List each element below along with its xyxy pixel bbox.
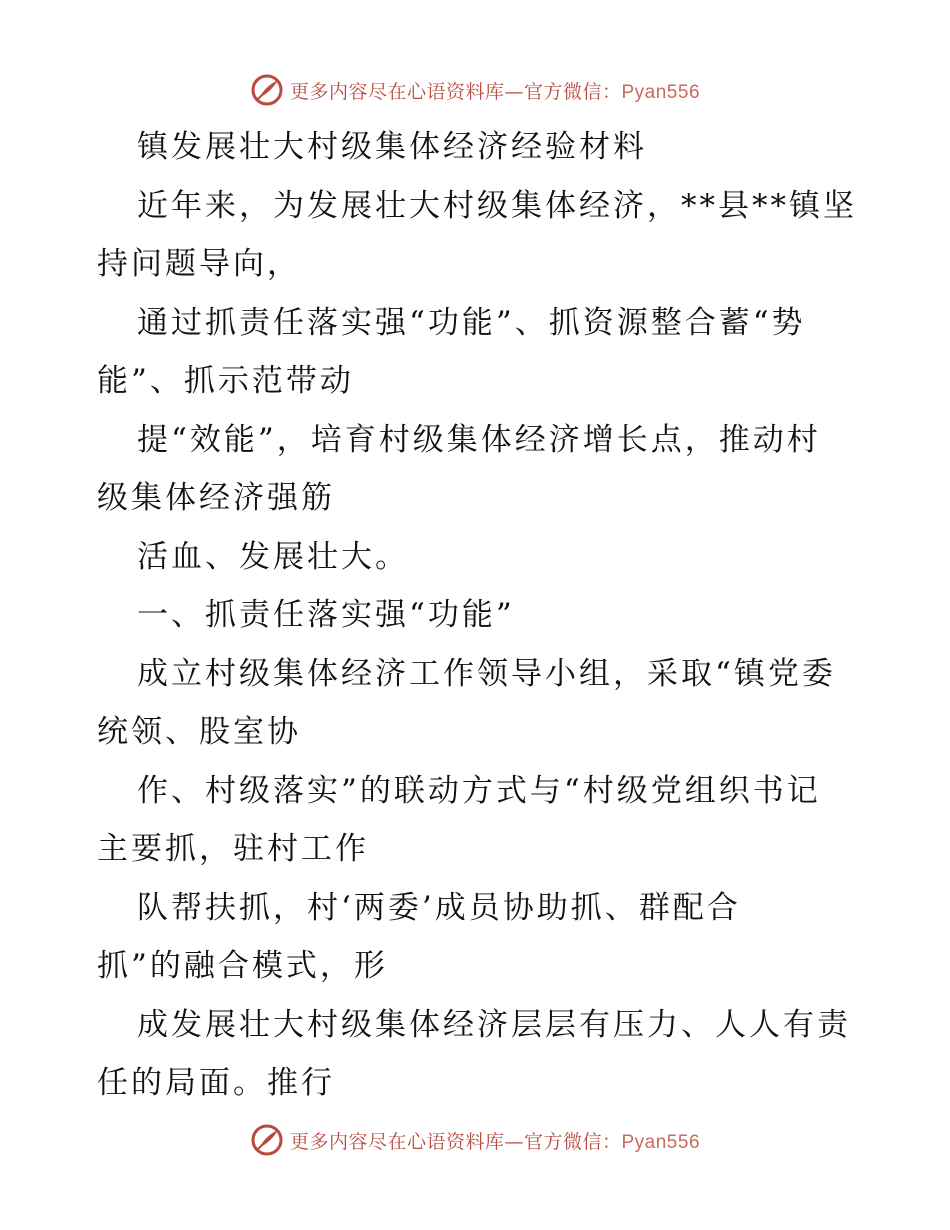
paragraph-line: 主要抓，驻村工作 xyxy=(97,831,369,867)
paragraph-line: 队帮扶抓，村‘两委’成员协助抓、群配合 xyxy=(137,889,741,926)
paragraph-line: 成发展壮大村级集体经济层层有压力、人人有责 xyxy=(137,1006,851,1043)
paragraph-line: 通过抓责任落实强“功能”、抓资源整合蓄“势 xyxy=(137,304,806,341)
paragraph-line: 统领、股室协 xyxy=(97,714,301,750)
paragraph-line: 任的局面。推行 xyxy=(97,1065,335,1101)
paragraph-line: 级集体经济强筋 xyxy=(97,480,335,516)
paragraph-line: 抓”的融合模式，形 xyxy=(97,948,388,984)
quill-logo-icon xyxy=(250,1123,284,1157)
paragraph-line: 一、抓责任落实强“功能” xyxy=(137,597,515,633)
quill-logo-icon xyxy=(250,73,284,107)
paragraph-line: 近年来，为发展壮大村级集体经济，**县**镇坚 xyxy=(137,187,857,224)
document-title: 镇发展壮大村级集体经济经验材料 xyxy=(137,129,647,165)
paragraph-line: 活血、发展壮大。 xyxy=(137,538,409,575)
paragraph-line: 作、村级落实”的联动方式与“村级党组织书记 xyxy=(137,772,821,809)
footer-watermark xyxy=(0,1120,950,1160)
watermark-text: 更多内容尽在心语资料库—官方微信：Pyan556 xyxy=(289,80,701,103)
header-watermark xyxy=(0,70,950,110)
paragraph-line: 持问题导向， xyxy=(97,246,301,282)
paragraph-line: 成立村级集体经济工作领导小组，采取“镇党委 xyxy=(137,655,836,692)
document-body xyxy=(97,118,857,1113)
watermark-text: 更多内容尽在心语资料库—官方微信：Pyan556 xyxy=(289,1130,701,1153)
paragraph-line: 能”、抓示范带动 xyxy=(97,363,354,399)
paragraph-line: 提“效能”，培育村级集体经济增长点，推动村 xyxy=(137,421,821,458)
